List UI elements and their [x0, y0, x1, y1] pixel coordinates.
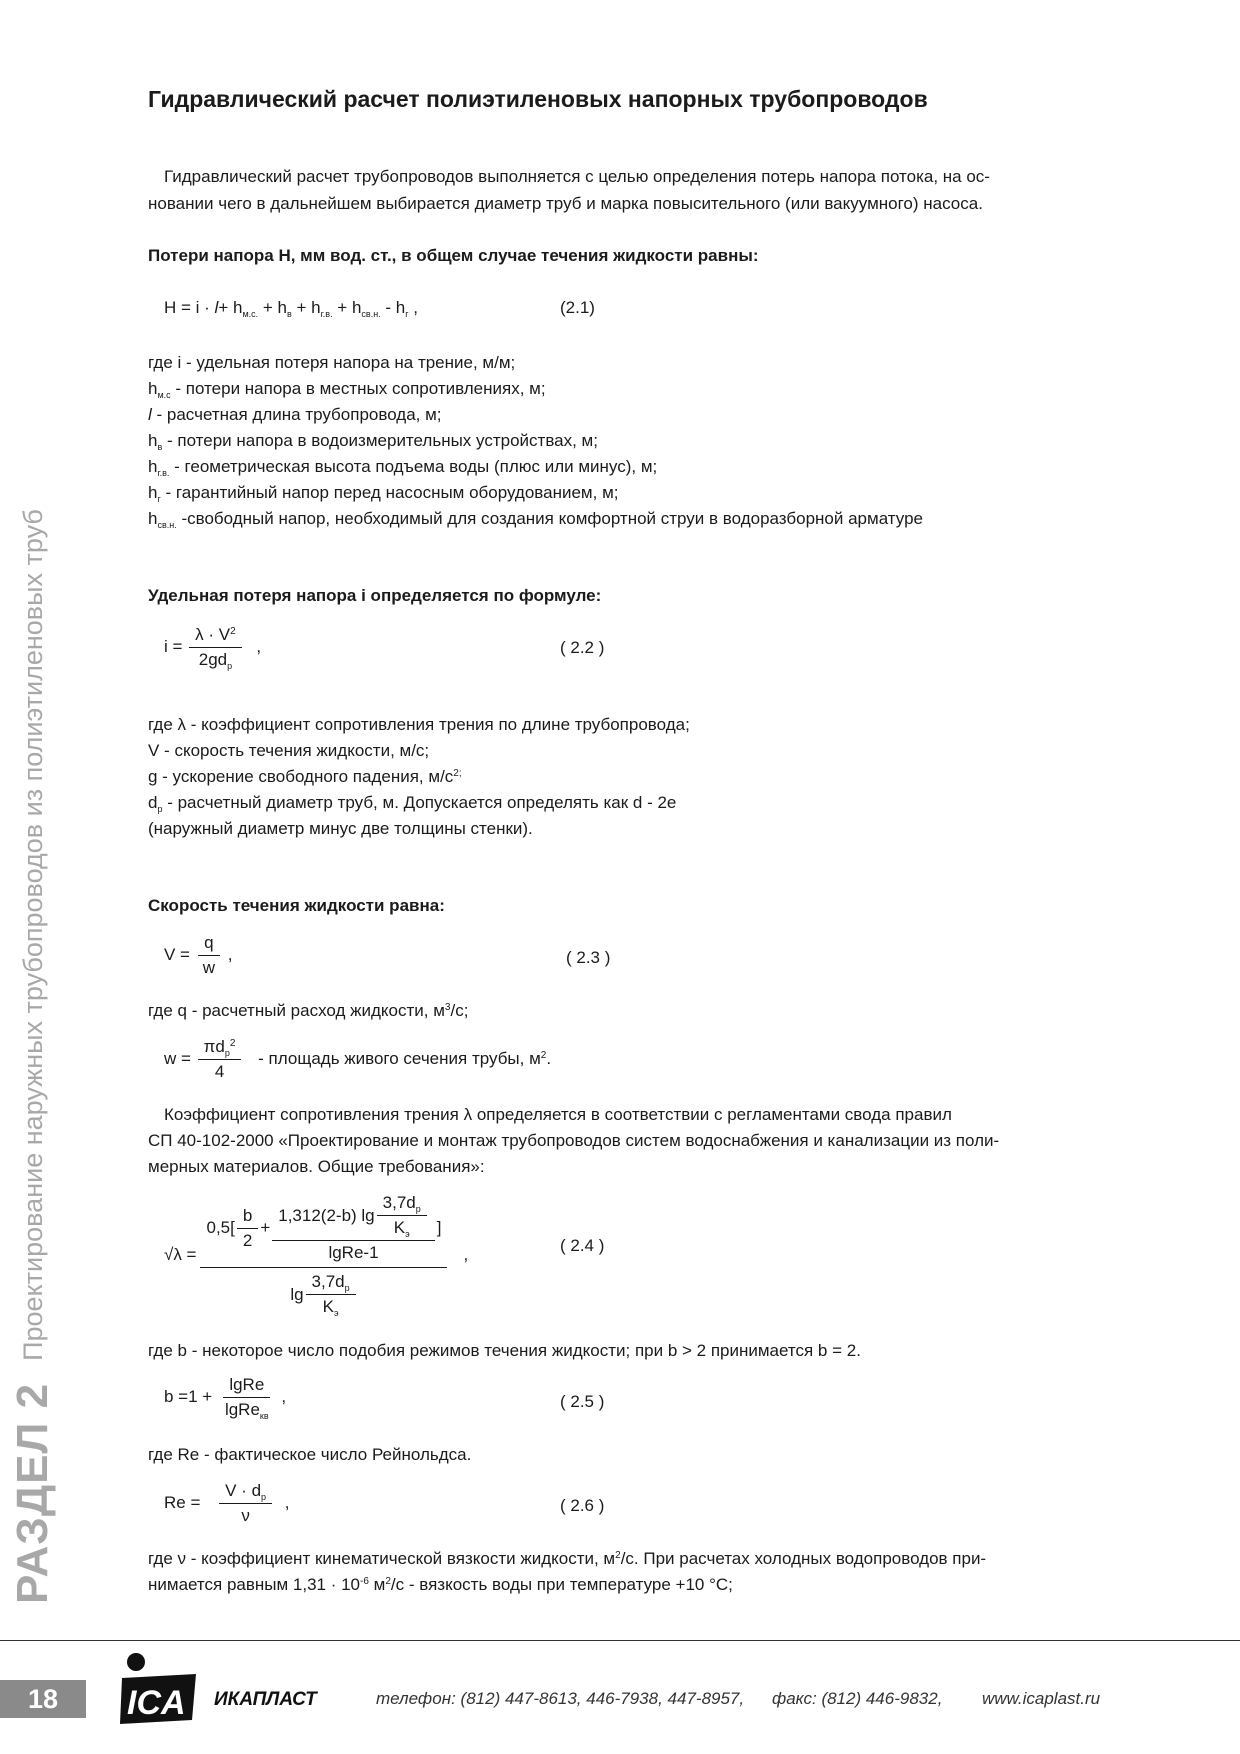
formula-2-3: V = $\frac{q}{w}$ ,: [164, 933, 233, 977]
equation-number-2-4: ( 2.4 ): [560, 1236, 605, 1255]
definition-l: l - расчетная длина трубопровода, м;: [148, 405, 442, 424]
definition-nu-line-2: нимается равным $1,31 \cdot 10^{-6}$ $м^2/с$ - вязкость воды при температуре +10 °С;: [148, 1575, 733, 1594]
formula-2-6: Re = $\frac{V \cdot d_р}{\nu}$ ,: [164, 1481, 290, 1525]
formula-2-4: √λ = 0,5[ $\frac{b}{2}$ + 1,312(2-b) lg $\frac{3,7d_р}{K_э}$ lgRe-1 ] lg $\frac{3,7d_р}{K_э}$ ,: [164, 1193, 469, 1318]
formula-2-1: $H = i \cdot l+ h_{м.с.} + h_в + h_{г.в.} + h_{св.н.} - h_г$ ,: [164, 298, 418, 319]
logo-icon: [118, 1648, 200, 1728]
intro-line-2: новании чего в дальнейшем выбирается диаметр труб и марка повысительного (или вакуумного) насоса.: [148, 194, 983, 213]
section-heading-head-loss: Потери напора H, мм вод. ст., в общем случае течения жидкости равны:: [148, 246, 759, 265]
section-heading-velocity: Скорость течения жидкости равна:: [148, 896, 445, 915]
footer-phone: телефон: (812) 447-8613, 446-7938, 447-8957,: [376, 1689, 745, 1708]
footer-fax: факс: (812) 446-9832,: [772, 1689, 943, 1708]
formula-2-5: b =1 + $\frac{\text{lgRe}}{lgRe_{кв}}$ ,: [164, 1375, 287, 1421]
definition-dp-note: (наружный диаметр минус две толщины стенки).: [148, 819, 533, 838]
equation-number-2-3: ( 2.3 ): [566, 948, 611, 967]
definition-b: где b - некоторое число подобия режимов течения жидкости; при b > 2 принимается b = 2.: [148, 1341, 861, 1360]
equation-number-2-6: ( 2.6 ): [560, 1496, 605, 1515]
section-heading-specific-loss: Удельная потеря напора i определяется по формуле:: [148, 586, 602, 605]
definition-v: V - скорость течения жидкости, м/с;: [148, 741, 430, 760]
definition-nu-line-1: где ν - коэффициент кинематической вязкости жидкости, $м^2/с$. При расчетах холодных водопроводов при-: [148, 1549, 987, 1568]
definition-dp: $d_р$ - расчетный диаметр труб, м. Допускается определять как d - 2е: [148, 793, 677, 814]
intro-line-1: Гидравлический расчет трубопроводов выполняется с целью определения потерь напора потока, на ос-: [164, 167, 990, 186]
definition-g: g - ускорение свободного падения, $м/с^{2;}$: [148, 767, 462, 786]
lambda-paragraph-line-2: СП 40-102-2000 «Проектирование и монтаж трубопроводов систем водоснабжения и канализации из поли-: [148, 1131, 1000, 1150]
section-subtitle: Проектирование наружных трубопроводов из полиэтиленовых труб: [17, 509, 48, 1361]
company-logo: [118, 1648, 200, 1728]
page-title: Гидравлический расчет полиэтиленовых напорных трубопроводов: [148, 86, 928, 112]
equation-number-2-5: ( 2.5 ): [560, 1392, 605, 1411]
definition-h-mc: $h_{м.с}$ - потери напора в местных сопротивлениях, м;: [148, 379, 546, 400]
definition-h-gv: $h_{г.в.}$ - геометрическая высота подъема воды (плюс или минус), м;: [148, 457, 658, 478]
definition-h-svn: $h_{св.н.}$ -свободный напор, необходимый для создания комфортной струи в водоразборной арматуре: [148, 509, 923, 530]
equation-number-2-2: ( 2.2 ): [560, 638, 605, 657]
formula-2-2: i = $\frac{\lambda \cdot V^2}{2gd_р}$ ,: [164, 625, 262, 671]
definition-i: где i - удельная потеря напора на трение, м/м;: [148, 353, 516, 372]
section-sidebar: [8, 364, 64, 1604]
definition-lambda: где λ - коэффициент сопротивления трения по длине трубопровода;: [148, 715, 690, 734]
lambda-paragraph-line-3: мерных материалов. Общие требования»:: [148, 1157, 485, 1176]
footer-divider: [0, 1640, 1240, 1641]
lambda-paragraph-line-1: Коэффициент сопротивления трения λ определяется в соответствии с регламентами свода правил: [164, 1105, 952, 1124]
equation-number-2-1: (2.1): [560, 298, 595, 317]
section-number: РАЗДЕЛ 2: [8, 1382, 57, 1604]
definition-re: где Re - фактическое число Рейнольдса.: [148, 1445, 472, 1464]
definition-q: где q - расчетный расход жидкости, $м^3/с$;: [148, 1001, 469, 1020]
svg-text:ICA: ICA: [127, 1684, 186, 1722]
page-number: 18: [0, 1680, 86, 1718]
definition-h-v: $h_в$ - потери напора в водоизмерительных устройствах, м;: [148, 431, 598, 452]
definition-h-g: $h_г$ - гарантийный напор перед насосным оборудованием, м;: [148, 483, 619, 504]
brand-name: ИКАПЛАСТ: [214, 1689, 317, 1710]
footer-website[interactable]: www.icaplast.ru: [982, 1689, 1101, 1708]
formula-area: w = $\frac{\pi d_р^2}{4}$ - площадь живого сечения трубы, $м^2$.: [164, 1037, 552, 1081]
